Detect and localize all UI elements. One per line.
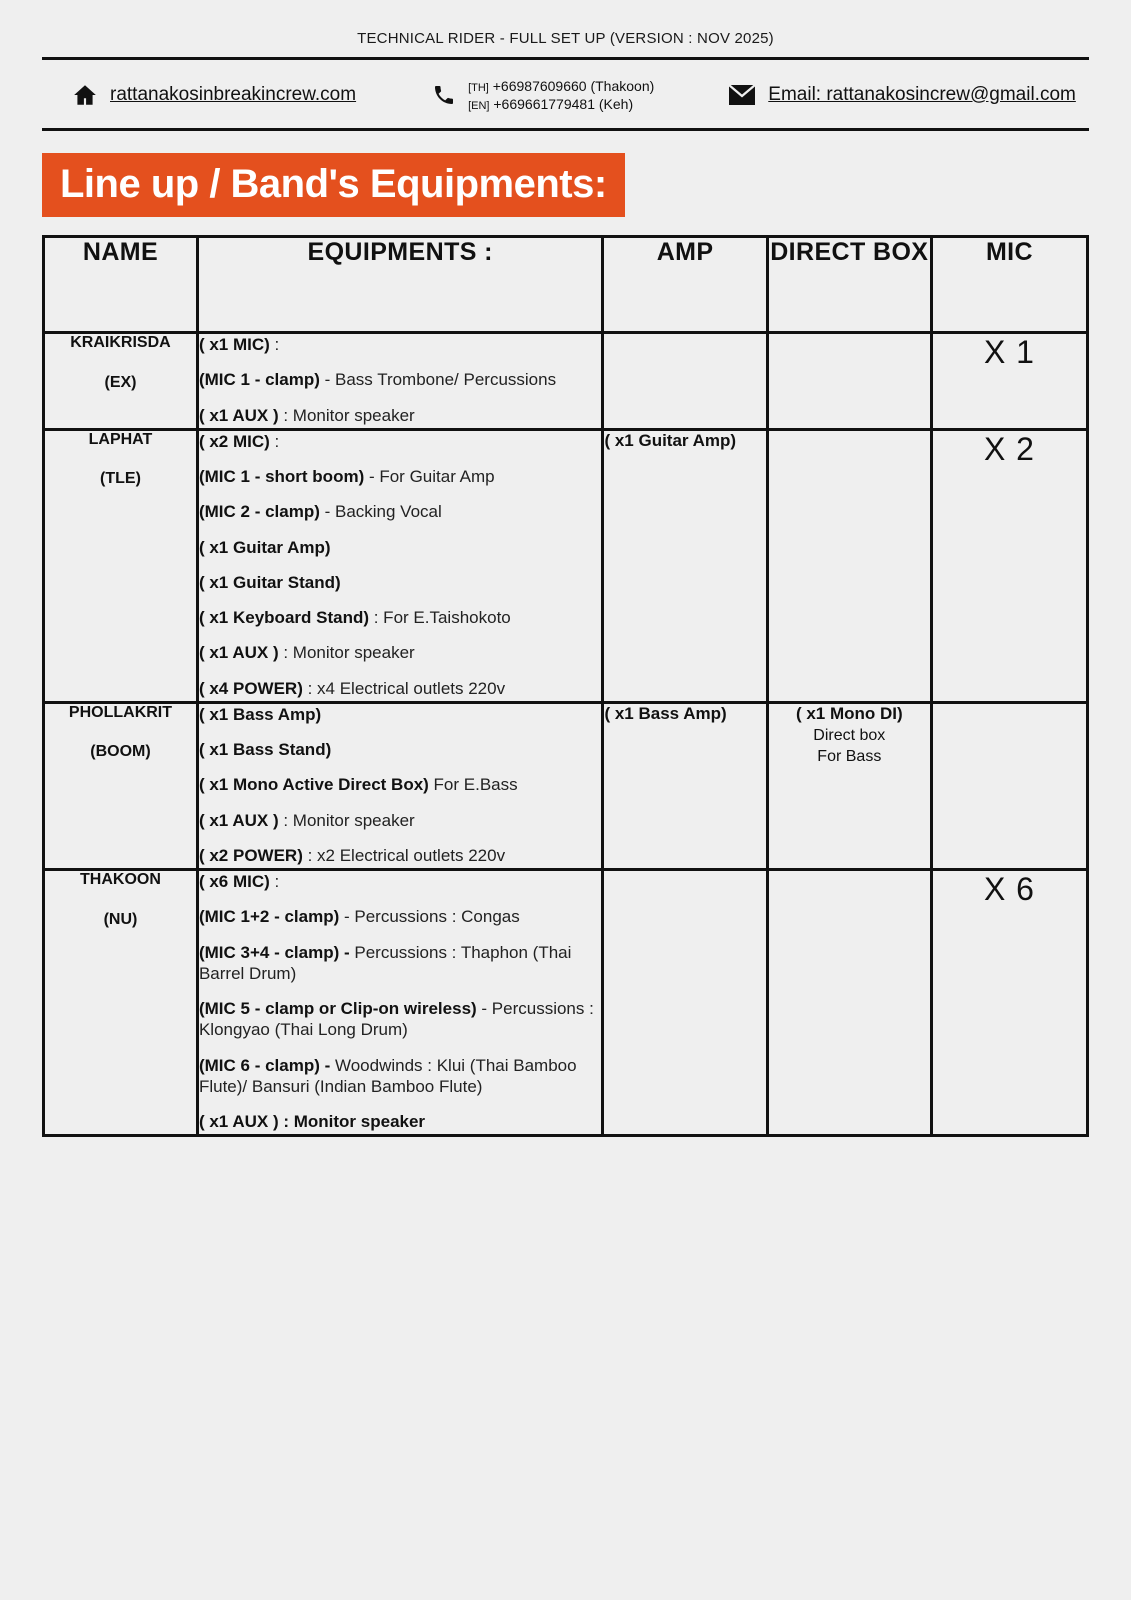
table-row xyxy=(44,702,1088,869)
member-name: THAKOON xyxy=(80,871,161,888)
column-header-direct-box: DIRECT BOX xyxy=(767,237,931,333)
cell-direct-box xyxy=(767,333,931,430)
table-body xyxy=(44,333,1088,1136)
column-header-name: NAME xyxy=(44,237,198,333)
phone-icon xyxy=(432,83,456,107)
cell-equipments xyxy=(197,333,602,430)
equipment-line: ( x1 AUX ) : Monitor speaker xyxy=(198,810,415,830)
contact-email[interactable] xyxy=(728,84,1076,106)
page-title: TECHNICAL RIDER - FULL SET UP (VERSION : NOV 2025) xyxy=(357,30,774,47)
cell-name xyxy=(44,870,198,1136)
equipment-line: (MIC 1+2 - clamp) - Percussions : Congas xyxy=(198,907,520,927)
phone-numbers xyxy=(468,78,654,112)
column-header-amp: AMP xyxy=(603,237,767,333)
cell-name xyxy=(44,429,198,702)
member-nickname: (EX) xyxy=(104,373,137,391)
equipment-line: ( x1 Mono Active Direct Box) For E.Bass xyxy=(198,775,518,795)
cell-equipments xyxy=(197,702,602,869)
equipment-table xyxy=(42,235,1089,1137)
equipment-line: ( x2 MIC) : xyxy=(198,431,280,451)
table-row xyxy=(44,429,1088,702)
direct-box-sub: Direct box For Bass xyxy=(813,726,886,765)
home-icon xyxy=(72,82,98,108)
equipment-line: (MIC 6 - clamp) - Woodwinds : Klui (Thai Bamboo Flute)/ Bansuri (Indian Bamboo Flute) xyxy=(198,1055,577,1096)
member-name: KRAIKRISDA xyxy=(70,334,171,351)
cell-amp xyxy=(603,333,767,430)
equipment-line: ( x1 AUX ) : Monitor speaker xyxy=(198,405,415,425)
member-nickname: (BOOM) xyxy=(90,743,151,761)
equipment-line: (MIC 5 - clamp or Clip-on wireless) - Percussions : Klongyao (Thai Long Drum) xyxy=(198,999,594,1040)
cell-direct-box xyxy=(767,702,931,869)
equipment-line: ( x1 AUX ) : Monitor speaker xyxy=(198,1112,426,1131)
member-nickname: (NU) xyxy=(103,910,138,928)
phone-th: [TH] +66987609660 (Thakoon) xyxy=(468,78,655,94)
cell-equipments xyxy=(197,870,602,1136)
section-banner xyxy=(42,153,625,217)
table-header-row xyxy=(44,237,1088,333)
cell-mic xyxy=(931,702,1087,869)
section-banner-label: Line up / Band's Equipments: xyxy=(60,162,607,206)
mail-icon xyxy=(728,84,756,106)
equipment-line: ( x1 Bass Stand) xyxy=(198,740,332,759)
cell-direct-box xyxy=(767,870,931,1136)
equipment-line: (MIC 2 - clamp) - Backing Vocal xyxy=(198,502,442,522)
email-link[interactable]: Email: rattanakosincrew@gmail.com xyxy=(768,84,1076,105)
divider-bottom xyxy=(42,128,1089,131)
equipment-line: (MIC 1 - clamp) - Bass Trombone/ Percussions xyxy=(198,370,557,390)
cell-amp: ( x1 Bass Amp) xyxy=(603,702,767,869)
member-nickname: (TLE) xyxy=(100,470,141,488)
phone-en: [EN] +669661779481 (Keh) xyxy=(468,96,634,112)
cell-direct-box xyxy=(767,429,931,702)
contact-website[interactable] xyxy=(72,82,356,108)
equipment-line: ( x1 MIC) : xyxy=(198,335,280,354)
table-row xyxy=(44,870,1088,1136)
member-name: PHOLLAKRIT xyxy=(68,703,173,721)
cell-mic: X 1 xyxy=(931,333,1087,430)
cell-name xyxy=(44,702,198,869)
cell-mic: X 2 xyxy=(931,429,1087,702)
member-name: LAPHAT xyxy=(88,430,153,448)
equipment-line: (MIC 1 - short boom) - For Guitar Amp xyxy=(198,467,495,486)
contact-bar xyxy=(0,60,1131,128)
equipment-line: ( x1 AUX ) : Monitor speaker xyxy=(198,643,415,663)
equipment-line: (MIC 3+4 - clamp) - Percussions : Thaphon (Thai Barrel Drum) xyxy=(198,942,572,983)
cell-amp xyxy=(603,870,767,1136)
website-link[interactable]: rattanakosinbreakincrew.com xyxy=(110,84,357,105)
equipment-line: ( x1 Guitar Stand) xyxy=(198,572,341,592)
column-header-equipments: EQUIPMENTS : xyxy=(197,237,602,333)
table-row xyxy=(44,333,1088,430)
cell-amp: ( x1 Guitar Amp) xyxy=(603,429,767,702)
cell-equipments xyxy=(197,429,602,702)
equipment-line: ( x1 Guitar Amp) xyxy=(198,537,331,557)
cell-name xyxy=(44,333,198,430)
equipment-line: ( x1 Keyboard Stand) : For E.Taishokoto xyxy=(198,608,511,627)
equipment-line: ( x6 MIC) : xyxy=(198,872,280,891)
column-header-mic: MIC xyxy=(931,237,1087,333)
equipment-line: ( x1 Bass Amp) xyxy=(198,704,322,724)
contact-phone xyxy=(432,78,654,112)
equipment-line: ( x2 POWER) : x2 Electrical outlets 220v xyxy=(198,845,506,865)
direct-box-main: ( x1 Mono DI) xyxy=(795,703,903,723)
equipment-line: ( x4 POWER) : x4 Electrical outlets 220v xyxy=(198,678,506,698)
cell-mic: X 6 xyxy=(931,870,1087,1136)
